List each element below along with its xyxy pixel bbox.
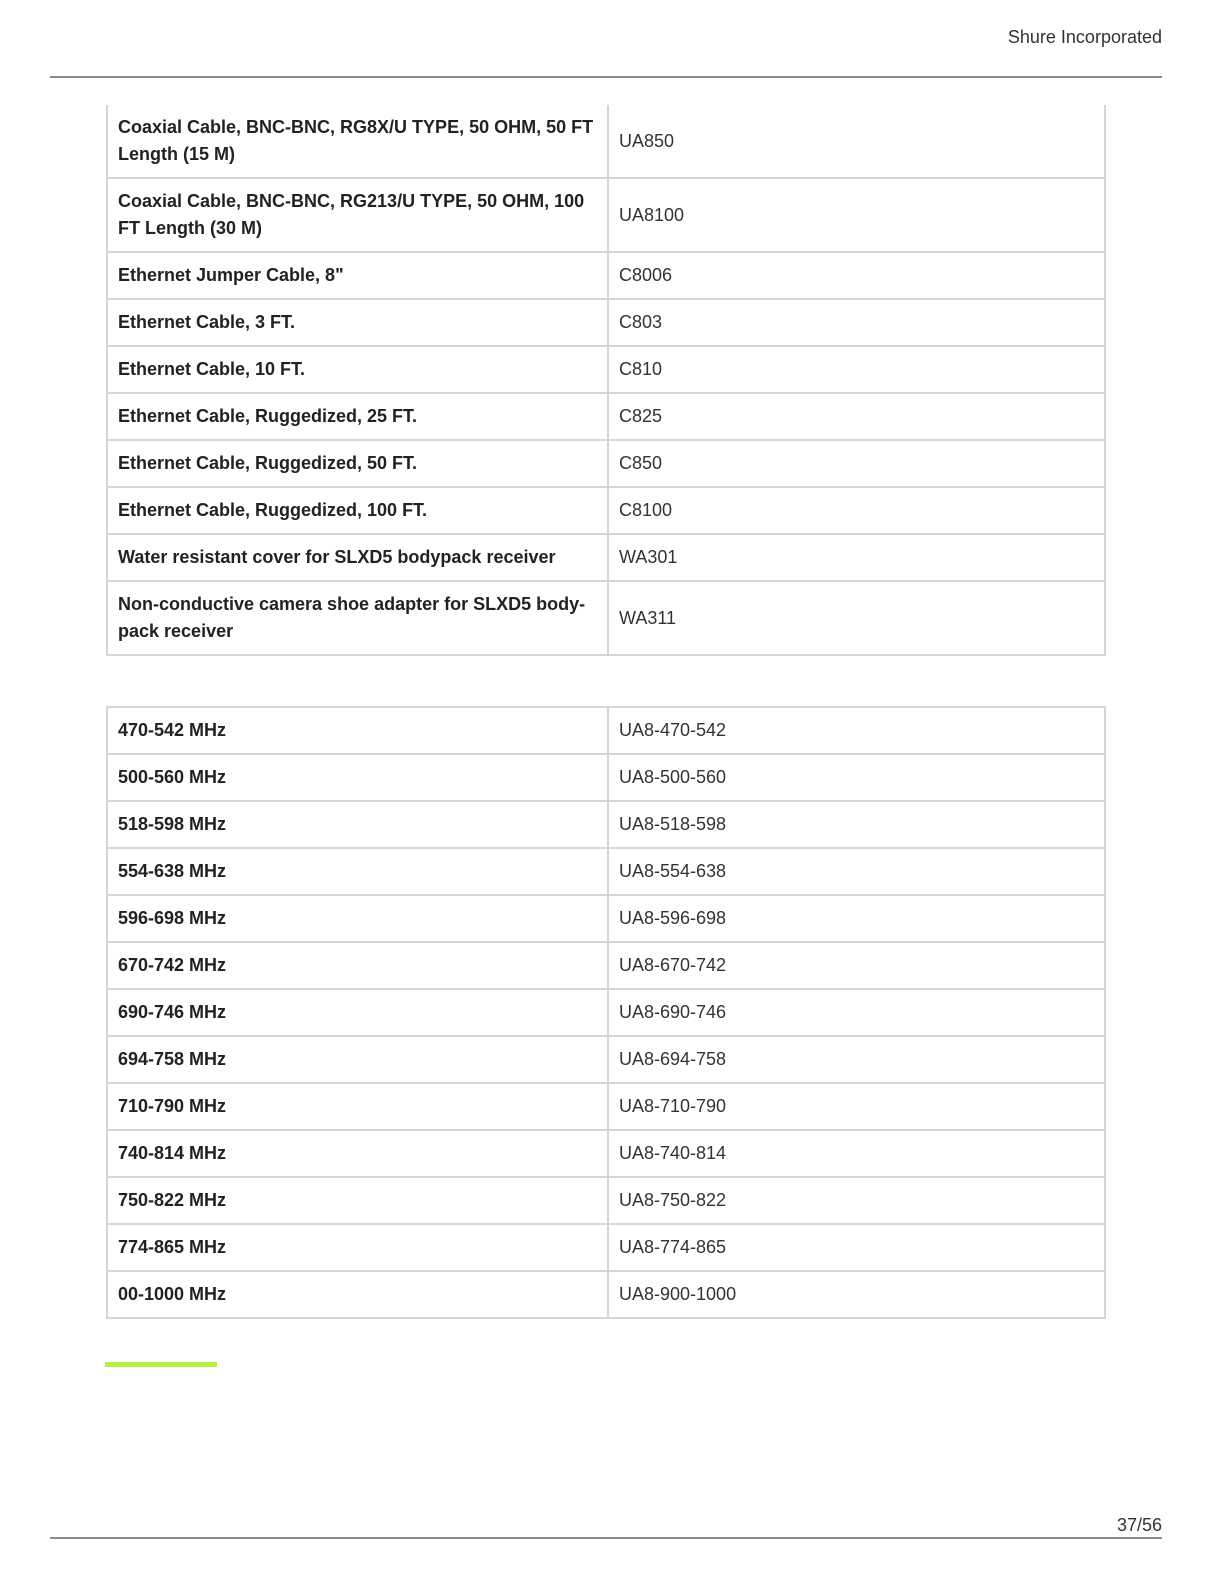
footer-divider xyxy=(50,1537,1162,1539)
table-row xyxy=(107,440,1105,487)
table-row xyxy=(107,299,1105,346)
table-row xyxy=(107,252,1105,299)
frequency-band: 710-790 MHz xyxy=(107,1083,608,1130)
table-row xyxy=(107,1130,1105,1177)
frequency-bands-table xyxy=(106,706,1106,1319)
band-part-number: UA8-750-822 xyxy=(608,1177,1105,1224)
accessory-part-number: C8006 xyxy=(608,252,1105,299)
table-row xyxy=(107,581,1105,655)
accessory-description: Ethernet Cable, 10 FT. xyxy=(107,346,608,393)
accessory-part-number: C8100 xyxy=(608,487,1105,534)
frequency-band: 596-698 MHz xyxy=(107,895,608,942)
table-row xyxy=(107,989,1105,1036)
accessory-description: Water resistant cover for SLXD5 bodypack receiver xyxy=(107,534,608,581)
frequency-band: 518-598 MHz xyxy=(107,801,608,848)
table-row xyxy=(107,1177,1105,1224)
frequency-band: 470-542 MHz xyxy=(107,707,608,754)
accessory-part-number: UA8100 xyxy=(608,178,1105,252)
accessory-description: Coaxial Cable, BNC-BNC, RG213/U TYPE, 50 OHM, 100 FT Length (30 M) xyxy=(107,178,608,252)
band-part-number: UA8-690-746 xyxy=(608,989,1105,1036)
accessory-description: Ethernet Cable, Ruggedized, 25 FT. xyxy=(107,393,608,440)
accessory-part-number: C850 xyxy=(608,440,1105,487)
table-row xyxy=(107,1224,1105,1271)
table-row xyxy=(107,487,1105,534)
header-company-name: Shure Incorporated xyxy=(1007,27,1162,47)
frequency-band: 740-814 MHz xyxy=(107,1130,608,1177)
accessory-part-number: WA311 xyxy=(608,581,1105,655)
band-part-number: UA8-518-598 xyxy=(608,801,1105,848)
band-part-number: UA8-470-542 xyxy=(608,707,1105,754)
band-part-number: UA8-900-1000 xyxy=(608,1271,1105,1318)
accessory-description: Ethernet Cable, Ruggedized, 50 FT. xyxy=(107,440,608,487)
band-part-number: UA8-554-638 xyxy=(608,848,1105,895)
frequency-band: 694-758 MHz xyxy=(107,1036,608,1083)
table-row xyxy=(107,178,1105,252)
table-row xyxy=(107,1083,1105,1130)
accessory-part-number: C810 xyxy=(608,346,1105,393)
accessory-part-number: C803 xyxy=(608,299,1105,346)
band-part-number: UA8-774-865 xyxy=(608,1224,1105,1271)
frequency-band: 774-865 MHz xyxy=(107,1224,608,1271)
frequency-band: 690-746 MHz xyxy=(107,989,608,1036)
accessory-part-number: WA301 xyxy=(608,534,1105,581)
header-divider xyxy=(50,76,1162,78)
band-part-number: UA8-710-790 xyxy=(608,1083,1105,1130)
band-part-number: UA8-694-758 xyxy=(608,1036,1105,1083)
accessory-part-number: C825 xyxy=(608,393,1105,440)
frequency-band: 554-638 MHz xyxy=(107,848,608,895)
table-row xyxy=(107,848,1105,895)
page-number: 37/56 xyxy=(1116,1515,1162,1535)
table-row xyxy=(107,393,1105,440)
table-row xyxy=(107,534,1105,581)
table-row xyxy=(107,754,1105,801)
section-accent-bar xyxy=(105,1362,217,1367)
frequency-band: 670-742 MHz xyxy=(107,942,608,989)
table-row xyxy=(107,942,1105,989)
table-row xyxy=(107,801,1105,848)
band-part-number: UA8-740-814 xyxy=(608,1130,1105,1177)
accessory-description: Ethernet Cable, 3 FT. xyxy=(107,299,608,346)
accessory-description: Non-conductive camera shoe adapter for SLXD5 body-pack receiver xyxy=(107,581,608,655)
table-row xyxy=(107,1036,1105,1083)
accessory-description: Coaxial Cable, BNC-BNC, RG8X/U TYPE, 50 OHM, 50 FT Length (15 M) xyxy=(107,105,608,178)
accessory-part-number: UA850 xyxy=(608,105,1105,178)
table-row xyxy=(107,707,1105,754)
band-part-number: UA8-500-560 xyxy=(608,754,1105,801)
accessories-table xyxy=(106,105,1106,656)
table-row xyxy=(107,895,1105,942)
table-row xyxy=(107,346,1105,393)
frequency-band: 500-560 MHz xyxy=(107,754,608,801)
frequency-band: 750-822 MHz xyxy=(107,1177,608,1224)
accessory-description: Ethernet Jumper Cable, 8" xyxy=(107,252,608,299)
band-part-number: UA8-596-698 xyxy=(608,895,1105,942)
frequency-band: 00-1000 MHz xyxy=(107,1271,608,1318)
table-row xyxy=(107,105,1105,178)
accessory-description: Ethernet Cable, Ruggedized, 100 FT. xyxy=(107,487,608,534)
band-part-number: UA8-670-742 xyxy=(608,942,1105,989)
table-row xyxy=(107,1271,1105,1318)
